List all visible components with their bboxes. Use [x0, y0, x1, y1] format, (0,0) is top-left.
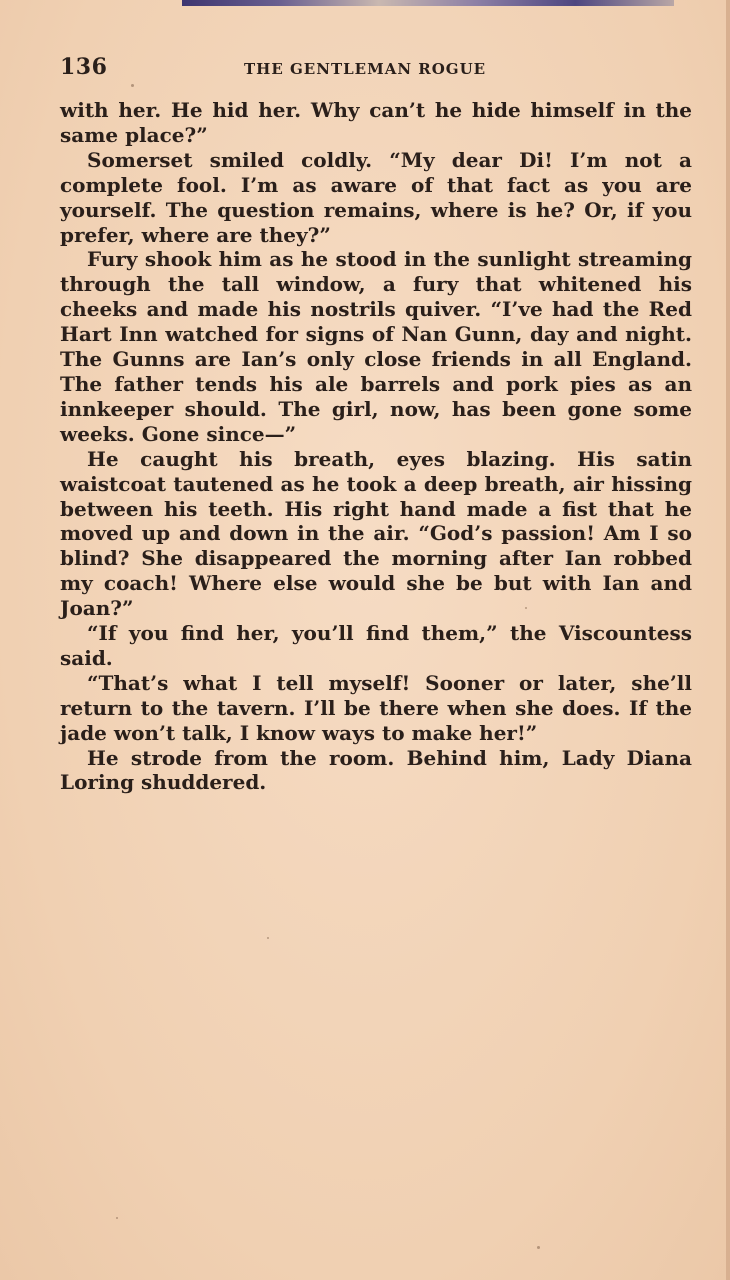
page-right-edge	[726, 0, 730, 1280]
body-text	[60, 98, 692, 795]
paragraph-2: Somerset smiled coldly. “My dear Di! I’m not a complete fool. I’m as aware of that fact as you are yourself. The question remains, where is he? Or, if you prefer, where are they?”	[60, 147, 692, 247]
running-title: THE GENTLEMAN ROGUE	[244, 60, 487, 78]
paragraph-3: Fury shook him as he stood in the sunlight streaming through the tall window, a fury that whitened his cheeks and made his nostrils quiver. “I’ve had the Red Hart Inn watched for signs of Nan Gunn, day and night. The Gunns are Ian’s only close friends in all England. The father tends his ale barrels and pork pies as an innkeeper should. The girl, now, has been gone some weeks. Gone since—”	[60, 247, 692, 446]
paper-speck	[537, 1246, 540, 1249]
paper-speck	[116, 1217, 118, 1219]
paragraph-4: He caught his breath, eyes blazing. His satin waistcoat tautened as he took a deep breath, air hissing between his teeth. His right hand made a fist that he moved up and down in the air. “God’s passion! Am I so blind? She disappeared the morning after Ian robbed my coach! Where else would she be but with Ian and Joan?”	[60, 446, 692, 621]
paragraph-1: with her. He hid her. Why can’t he hide himself in the same place?”	[60, 98, 692, 147]
paper-speck	[525, 607, 527, 609]
page-header	[60, 54, 690, 86]
paragraph-6: “That’s what I tell myself! Sooner or later, she’ll return to the tavern. I’ll be there when she does. If the jade won’t talk, I know ways to make her!”	[60, 670, 692, 745]
page-top-edge-strip	[182, 0, 674, 6]
paragraph-7: He strode from the room. Behind him, Lady Diana Loring shuddered.	[60, 745, 692, 795]
paragraph-5: “If you find her, you’ll find them,” the Viscountess said.	[60, 621, 692, 670]
page-number: 136	[60, 54, 108, 80]
paper-speck	[131, 84, 134, 87]
paper-speck	[267, 937, 269, 939]
